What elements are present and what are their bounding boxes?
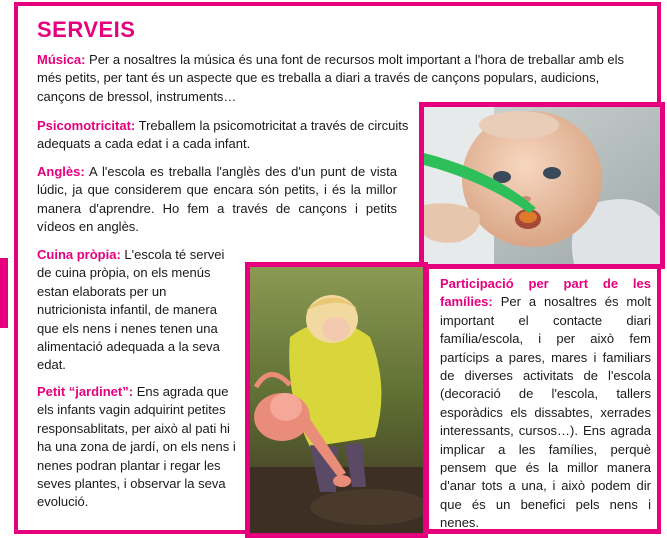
cuina-heading: Cuina pròpia: [37, 247, 121, 262]
psicomotricitat-text: Treballem la psicomotricitat a través de circuits adequats a cada edat i a cada infant. [37, 118, 409, 152]
baby-eating-photo [419, 102, 665, 269]
participacio-text: Per a nosaltres és molt important el contacte diari família/escola, i per això fem partícips a pares, mares i familiars de diverses activitats de l'escola (decoració de l'escola, tallers esporàdics els dissabtes, xerrades interessants, cursos…). Ens agrada implicar a les famílies, perquè pensem que és la millor manera d'anar tots a una, i això podem dir que és un benefici pels nens i nenes. [440, 294, 651, 531]
page-title: SERVEIS [37, 17, 136, 42]
section-cuina [37, 246, 237, 375]
section-musica [37, 51, 647, 106]
participacio-heading: Participació per part de les famílies: [440, 276, 651, 310]
psicomotricitat-heading: Psicomotricitat: [37, 118, 136, 133]
child-gardening-photo [245, 262, 428, 538]
jardinet-text: Ens agrada que els infants vagin adquirint petites responsablitats, per això al pati hi ha una zona de jardí, on els nens i nenes podran plantar i regar les seves plantes, i observar la seva evolució. [37, 384, 236, 510]
cuina-text: L'escola té servei de cuina pròpia, on els menús estan elaborats per un nutricionista infantil, de manera que els nens i nenes tenen una alimentació adequada a la seva edat. [37, 247, 225, 373]
section-jardinet [37, 383, 240, 512]
participacio-box [425, 265, 661, 533]
section-participacio [440, 275, 651, 533]
side-accent-tab [0, 258, 8, 328]
section-angles [37, 163, 397, 237]
musica-text: Per a nosaltres la música és una font de recursos molt important a l'hora de treballar amb els més petits, per tant és un aspecte que es treballa a diari a través de cançons populars, audicions, cançons de bressol, instruments… [37, 52, 625, 104]
musica-heading: Música: [37, 52, 86, 67]
jardinet-heading: Petit “jardinet”: [37, 384, 134, 399]
angles-heading: Anglès: [37, 164, 85, 179]
angles-text: A l'escola es treballa l'anglès des d'un punt de vista lúdic, ja que considerem que encara són petits, i és la millor manera d'aprendre. Ho fem a través de cançons i petits vídeos en anglès. [37, 164, 397, 235]
section-psicomotricitat [37, 117, 415, 154]
